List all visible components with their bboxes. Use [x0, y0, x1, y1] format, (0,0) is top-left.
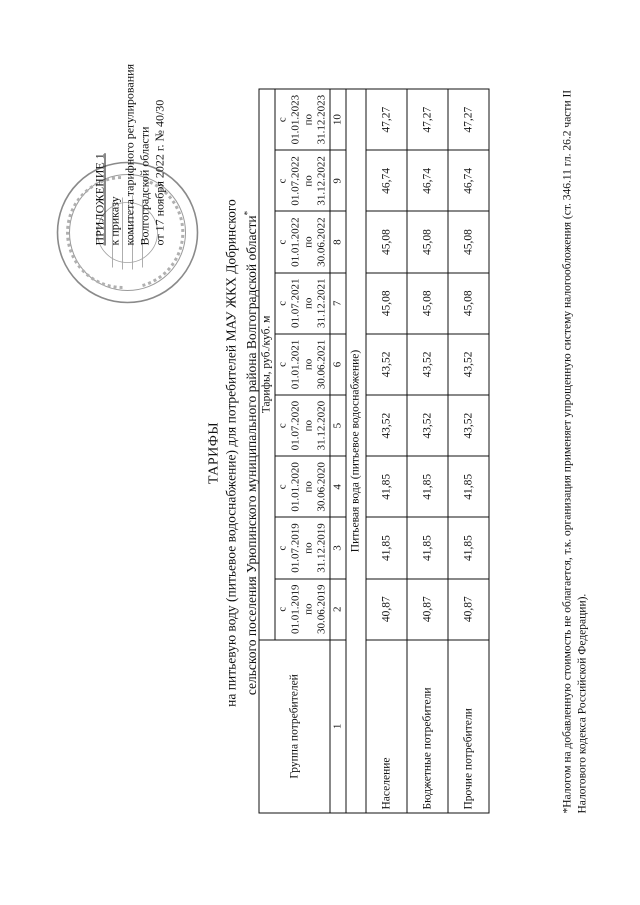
table-row — [448, 89, 489, 813]
appendix-title: ПРИЛОЖЕНИЕ 1 — [92, 152, 106, 245]
tariff-cell: 45,08 — [448, 272, 489, 333]
footnote-mark: * — [242, 210, 252, 215]
tariff-cell: 43,52 — [448, 333, 489, 394]
approval-date: от 17 ноября 2022 г. № 40/30 — [152, 99, 166, 245]
document-title — [205, 100, 260, 805]
footnote: *Налогом на добавленную стоимость не облагается, т.к. организация применяет упрощенную систему налогообложения (ст. 346.11 гл. 26.2 части II Налогового кодекса Российской Федерации). — [561, 89, 588, 813]
row-label: Прочие потребители — [448, 639, 489, 812]
tariffs-header: Тарифы, руб./куб. м — [259, 89, 275, 640]
tariff-cell: 43,52 — [407, 333, 448, 394]
column-number: 7 — [330, 272, 346, 333]
column-number: 5 — [330, 395, 346, 456]
column-number: 9 — [330, 150, 346, 211]
tariff-cell: 40,87 — [366, 578, 407, 639]
tariff-cell: 47,27 — [366, 89, 407, 150]
tariff-cell: 41,85 — [366, 456, 407, 517]
row-label: Бюджетные потребители — [407, 639, 448, 812]
column-number: 3 — [330, 517, 346, 578]
column-number: 4 — [330, 456, 346, 517]
tariff-cell: 41,85 — [448, 517, 489, 578]
tariff-cell: 41,85 — [366, 517, 407, 578]
period-header: с 01.01.2022 по 30.06.2022 — [275, 211, 330, 272]
column-number: 2 — [330, 578, 346, 639]
tariff-cell: 41,85 — [407, 456, 448, 517]
tariff-cell: 47,27 — [448, 89, 489, 150]
tariff-cell: 46,74 — [407, 150, 448, 211]
title-line: сельского поселения Урюпинского муниципального района Волгоградской области — [243, 214, 259, 695]
approval-block — [92, 10, 167, 245]
tariff-cell: 43,52 — [448, 395, 489, 456]
row-label: Население — [366, 639, 407, 812]
period-header: с 01.01.2019 по 30.06.2019 — [275, 578, 330, 639]
section-header: Питьевая вода (питьевое водоснабжение) — [346, 89, 366, 813]
column-number: 1 — [330, 639, 346, 812]
tariff-cell: 43,52 — [366, 333, 407, 394]
period-header: с 01.01.2023 по 31.12.2023 — [275, 89, 330, 150]
tariff-cell: 45,08 — [366, 211, 407, 272]
period-header: с 01.01.2021 по 30.06.2021 — [275, 333, 330, 394]
tariff-cell: 40,87 — [407, 578, 448, 639]
period-header: с 01.07.2022 по 31.12.2022 — [275, 150, 330, 211]
tariff-table — [258, 88, 489, 813]
tariff-cell: 46,74 — [448, 150, 489, 211]
tariff-cell: 45,08 — [448, 211, 489, 272]
column-number: 10 — [330, 89, 346, 150]
tariff-cell: 45,08 — [407, 211, 448, 272]
tariff-cell: 46,74 — [366, 150, 407, 211]
tariff-cell: 41,85 — [407, 517, 448, 578]
period-header: с 01.07.2020 по 31.12.2020 — [275, 395, 330, 456]
approval-line: Волгоградской области — [137, 126, 151, 245]
table-row — [407, 89, 448, 813]
tariff-cell: 40,87 — [448, 578, 489, 639]
table-row — [366, 89, 407, 813]
tariff-cell: 47,27 — [407, 89, 448, 150]
tariff-cell: 41,85 — [448, 456, 489, 517]
period-header: с 01.01.2020 по 30.06.2020 — [275, 456, 330, 517]
tariff-cell: 43,52 — [407, 395, 448, 456]
group-header: Группа потребителей — [259, 639, 330, 812]
column-number: 6 — [330, 333, 346, 394]
tariff-cell: 45,08 — [366, 272, 407, 333]
period-header: с 01.07.2019 по 31.12.2019 — [275, 517, 330, 578]
title-line: на питьевую воду (питьевое водоснабжение) для потребителей МАУ ЖКХ Добринского — [223, 198, 238, 707]
approval-line: к приказу — [107, 195, 121, 245]
column-number: 8 — [330, 211, 346, 272]
approval-line: комитета тарифного регулирования — [122, 63, 136, 245]
period-header: с 01.07.2021 по 31.12.2021 — [275, 272, 330, 333]
tariff-cell: 43,52 — [366, 395, 407, 456]
title-main: ТАРИФЫ — [206, 421, 221, 484]
tariff-cell: 45,08 — [407, 272, 448, 333]
